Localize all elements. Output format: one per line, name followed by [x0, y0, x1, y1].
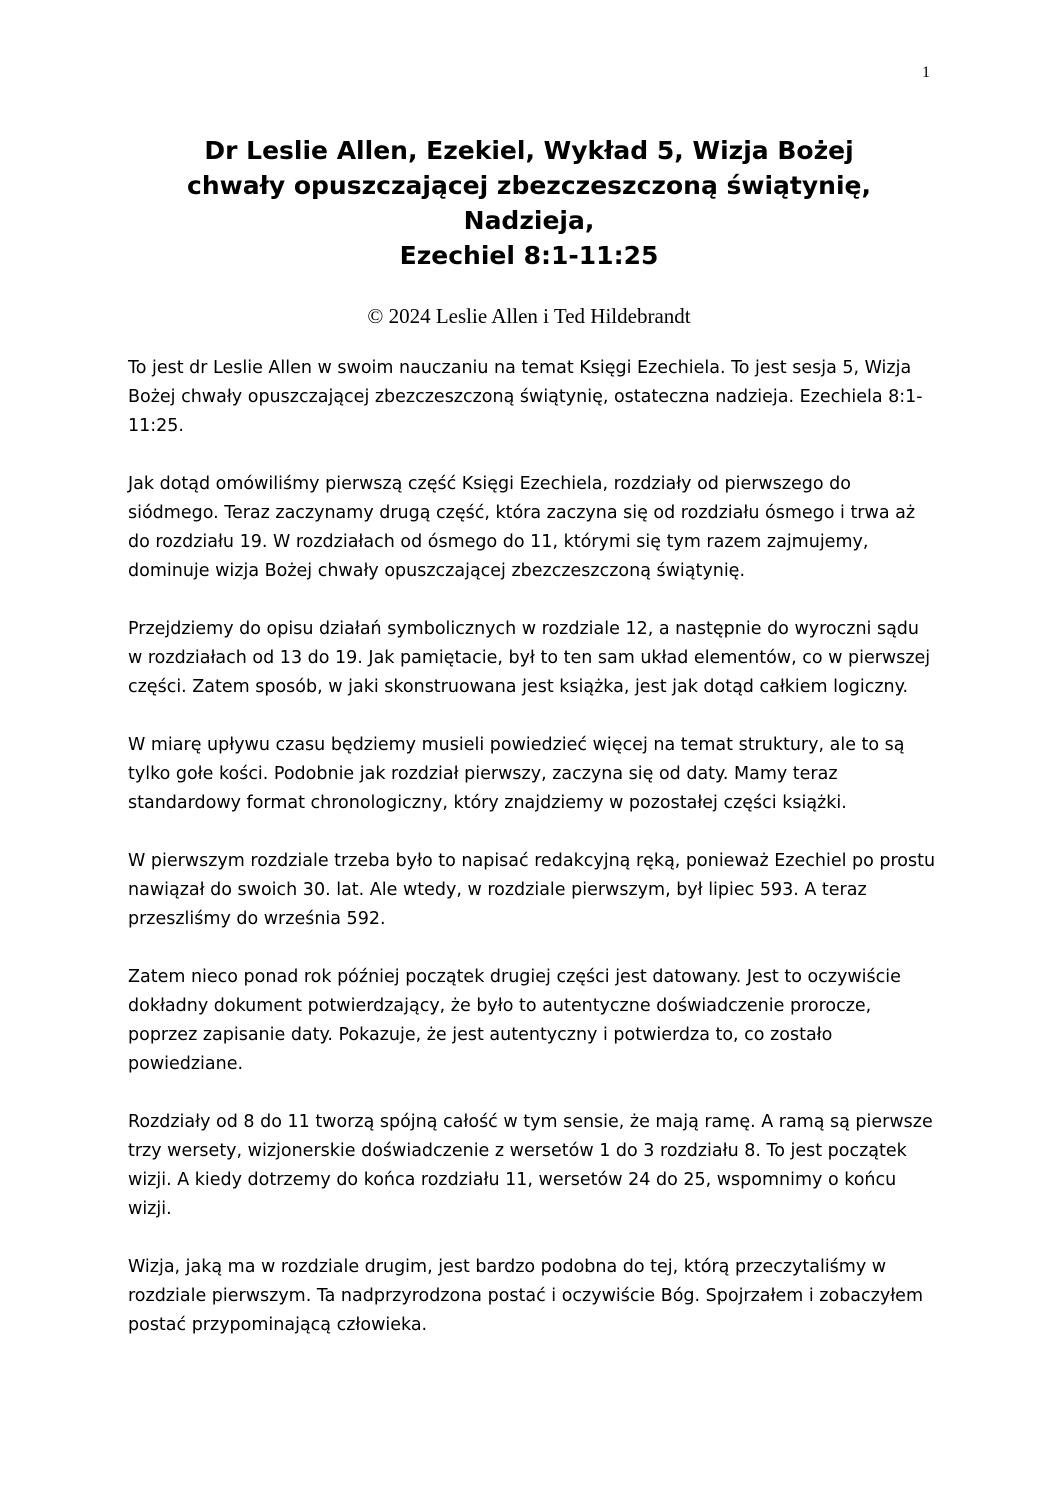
paragraph: Jak dotąd omówiliśmy pierwszą część Księgi Ezechiela, rozdziały od pierwszego do siódmego. Teraz zaczynamy drugą część, która zaczyna się od rozdziału ósmego i trwa aż do rozdziału 19. W rozdziałach od ósmego do 11, którymi się tym razem zajmujemy, dominuje wizja Bożej chwały opuszczającej zbezczeszczoną świątynię. [128, 474, 916, 581]
title-line-1: Dr Leslie Allen, Ezekiel, Wykład 5, Wizja Bożej [204, 136, 854, 165]
copyright-notice: © 2024 Leslie Allen i Ted Hildebrandt [367, 304, 691, 328]
paragraph: Rozdziały od 8 do 11 tworzą spójną całość w tym sensie, że mają ramę. A ramą są pierwsze trzy wersety, wizjonerskie doświadczenie z wersetów 1 do 3 rozdziału 8. To jest początek wizji. A kiedy dotrzemy do końca rozdziału 11, wersetów 24 do 25, wspomnimy o końcu wizji. [128, 1112, 933, 1219]
page-number: 1 [922, 64, 930, 81]
document-body [128, 354, 938, 1369]
title-line-3: Nadzieja, [463, 206, 595, 235]
paragraph: W pierwszym rozdziale trzeba było to napisać redakcyjną ręką, ponieważ Ezechiel po prostu nawiązał do swoich 30. lat. Ale wtedy, w rozdziale pierwszym, był lipiec 593. A teraz przeszliśmy do września 592. [128, 851, 936, 929]
paragraph: Wizja, jaką ma w rozdziale drugim, jest bardzo podobna do tej, którą przeczytaliśmy w rozdziale pierwszym. Ta nadprzyrodzona postać i oczywiście Bóg. Spojrzałem i zobaczyłem postać przypominającą człowieka. [128, 1257, 923, 1335]
title-line-2: chwały opuszczającej zbezczeszczoną świątynię, [187, 171, 871, 200]
paragraph: Zatem nieco ponad rok później początek drugiej części jest datowany. Jest to oczywiście dokładny dokument potwierdzający, że było to autentyczne doświadczenie prorocze, poprzez zapisanie daty. Pokazuje, że jest autentyczny i potwierdza to, co zostało powiedziane. [128, 967, 901, 1074]
paragraph: W miarę upływu czasu będziemy musieli powiedzieć więcej na temat struktury, ale to są tylko gołe kości. Podobnie jak rozdział pierwszy, zaczyna się od daty. Mamy teraz standardowy format chronologiczny, który znajdziemy w pozostałej części książki. [128, 735, 905, 813]
paragraph: To jest dr Leslie Allen w swoim nauczaniu na temat Księgi Ezechiela. To jest sesja 5, Wizja Bożej chwały opuszczającej zbezczeszczoną świątynię, ostateczna nadzieja. Ezechiela 8:1-11:25. [128, 358, 923, 436]
paragraph: Przejdziemy do opisu działań symbolicznych w rozdziale 12, a następnie do wyroczni sądu w rozdziałach od 13 do 19. Jak pamiętacie, był to ten sam układ elementów, co w pierwszej części. Zatem sposób, w jaki skonstruowana jest książka, jest jak dotąd całkiem logiczny. [128, 619, 931, 697]
title-line-4: Ezechiel 8:1-11:25 [399, 241, 659, 270]
document-title [100, 133, 958, 273]
